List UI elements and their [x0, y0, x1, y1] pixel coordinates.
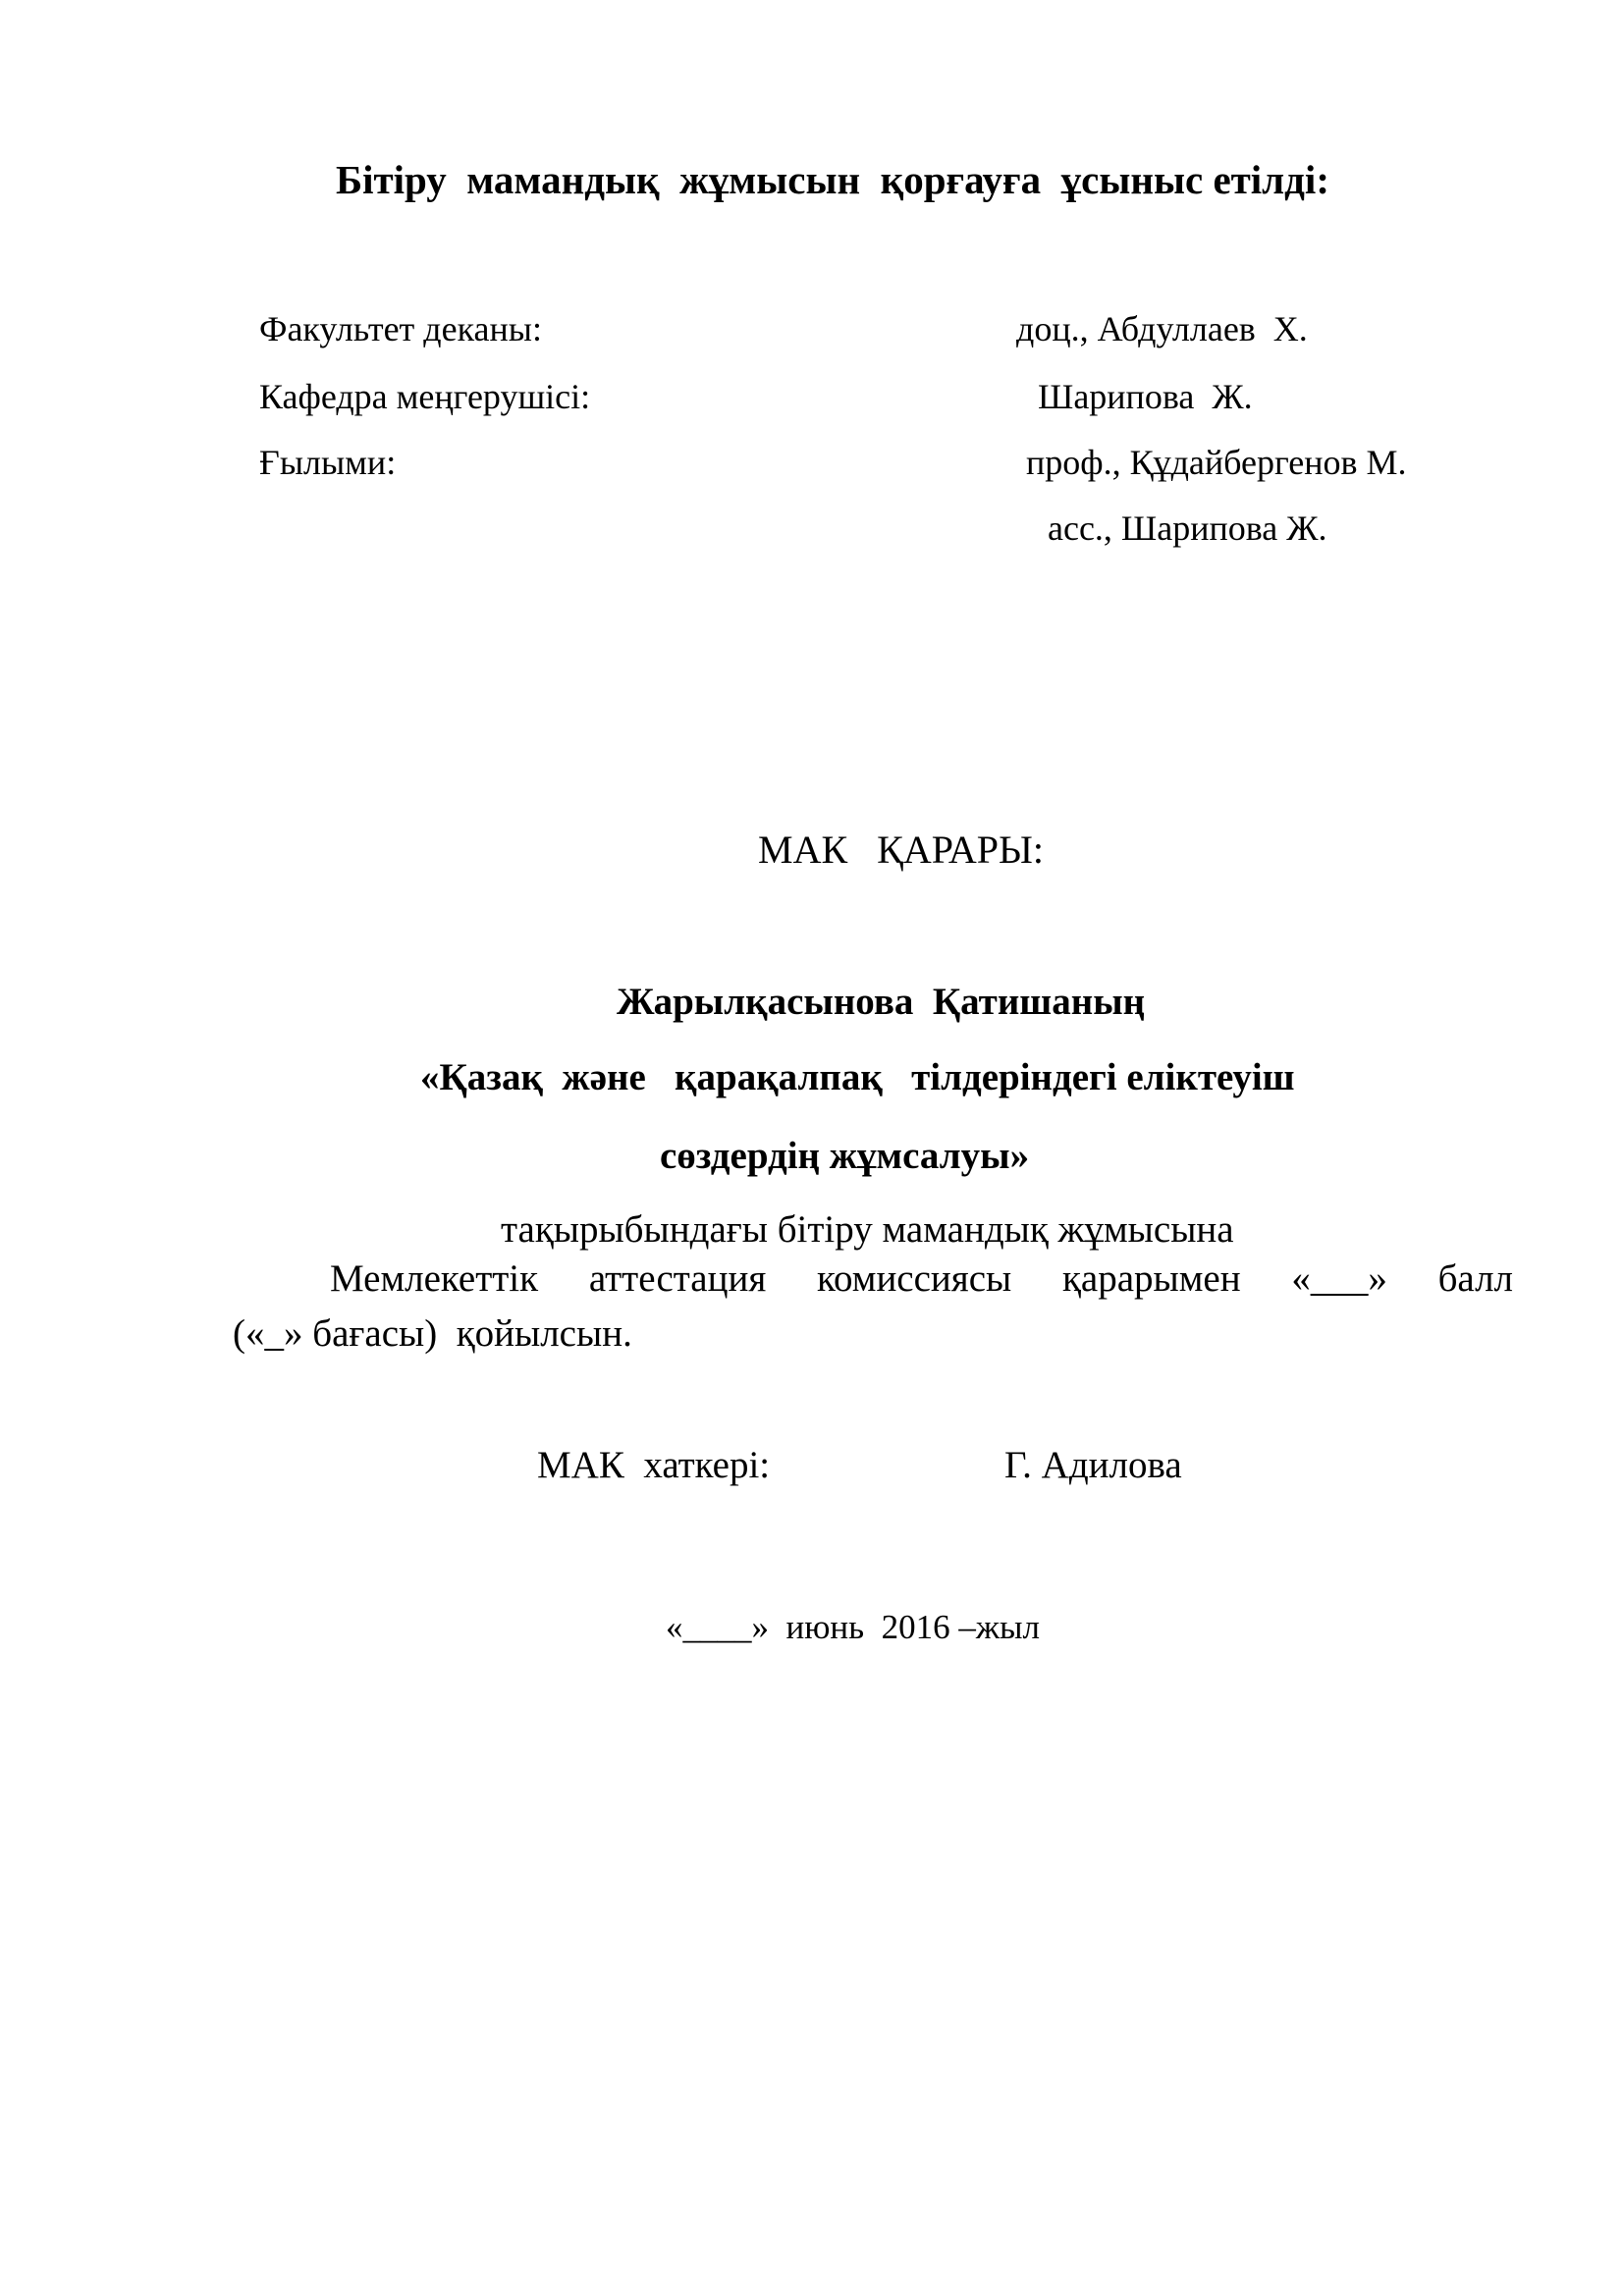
decision-text-line-3: («_» бағасы) қойылсын. — [233, 1312, 632, 1355]
department-head-name: Шарипова Ж. — [1038, 377, 1253, 416]
commission-decision-title: МАК ҚАРАРЫ: — [758, 828, 1044, 872]
supervisor-name: проф., Құдайбергенов М. — [1026, 443, 1407, 482]
thesis-topic-line-1: «Қазақ және қарақалпақ тілдеріндегі еліктеуіш — [420, 1056, 1295, 1098]
date-line: «____» июнь 2016 –жыл — [666, 1608, 1040, 1646]
dean-label: Факультет деканы: — [259, 309, 542, 348]
decision-text-line-1: тақырыбындағы бітіру мамандық жұмысына — [501, 1208, 1234, 1251]
decision-text-line-2: Мемлекеттік аттестация комиссиясы қарарымен «___» балл — [330, 1257, 1513, 1300]
thesis-topic-line-2: сөздердің жұмсалуы» — [660, 1135, 1030, 1177]
secretary-name: Г. Адилова — [1004, 1444, 1182, 1486]
recommendation-header: Бітіру мамандық жұмысын қорғауға ұсыныс етілді: — [336, 157, 1329, 202]
department-head-label: Кафедра меңгерушісі: — [259, 377, 591, 416]
secretary-label: МАК хаткері: — [537, 1444, 771, 1486]
dean-name: доц., Абдуллаев Х. — [1016, 309, 1308, 348]
assistant-supervisor-name: асс., Шарипова Ж. — [1048, 508, 1327, 548]
student-name: Жарылқасынова Қатишаның — [617, 981, 1146, 1023]
supervisor-label: Ғылыми: — [259, 443, 397, 482]
